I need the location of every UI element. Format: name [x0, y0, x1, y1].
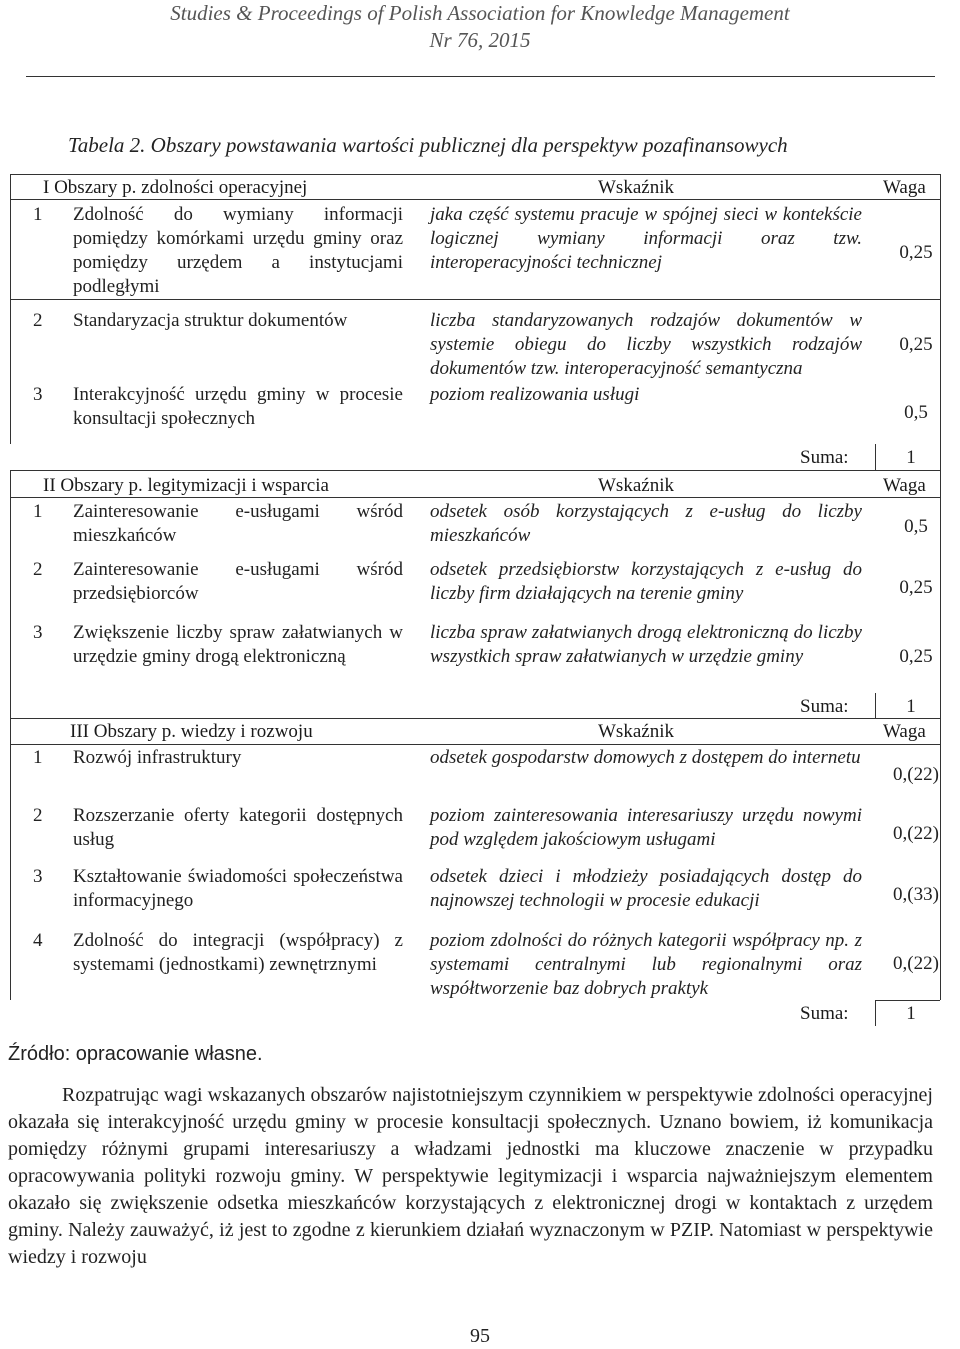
weight-value: 0,5 [904, 402, 928, 423]
indicator-text: odsetek gospodarstw domowych z dostępem do internetu [430, 747, 861, 768]
weight-value: 0,25 [899, 646, 933, 667]
section-2-weight-header: Waga [883, 475, 926, 496]
area-name: Zainteresowanie e-usługami wśród przedsiębiorców [73, 559, 403, 604]
indicator-text: poziom zdolności do różnych kategorii współpracy np. z systemami centralnymi lub regionalnymi oraz współtworzenie baz dobrych praktyk [430, 930, 862, 999]
indicator-text: odsetek dzieci i młodzieży posiadających dostęp do najnowszej technologii w procesie edukacji [430, 866, 862, 911]
area-name: Rozszerzanie oferty kategorii dostępnych usług [73, 805, 403, 850]
row-number: 3 [33, 866, 43, 887]
row-number: 4 [33, 930, 43, 951]
section-1-title: I Obszary p. zdolności operacyjnej [43, 177, 308, 198]
section-2-title: II Obszary p. legitymizacji i wsparcia [43, 475, 329, 496]
indicator-text: poziom zainteresowania interesariuszy urzędu nowymi pod względem jakościowym usługami [430, 805, 862, 850]
section-3-title: III Obszary p. wiedzy i rozwoju [70, 721, 313, 742]
section-1-indicator-header: Wskaźnik [598, 177, 674, 198]
row-number: 2 [33, 805, 43, 826]
row-number: 3 [33, 622, 43, 643]
indicator-text: odsetek osób korzystających z e-usług do liczby mieszkańców [430, 501, 862, 546]
journal-issue: Nr 76, 2015 [429, 28, 531, 52]
journal-title: Studies & Proceedings of Polish Association for Knowledge Management [170, 1, 790, 25]
row-number: 1 [33, 204, 43, 225]
section-3-weight-header: Waga [883, 721, 926, 742]
indicator-text: jaka część systemu pracuje w spójnej sieci w kontekście logicznej wymiany informacji oraz tzw. interoperacyjności technicznej [430, 204, 862, 273]
weight-value: 0,25 [899, 242, 933, 263]
row-number: 1 [33, 501, 43, 522]
area-name: Zainteresowanie e-usługami wśród mieszkańców [73, 501, 403, 546]
indicator-text: odsetek przedsiębiorstw korzystających z e-usług do liczby firm działających na terenie gminy [430, 559, 862, 604]
sum-label: Suma: [800, 696, 849, 717]
indicator-text: liczba standaryzowanych rodzajów dokumentów w systemie obiegu do liczby wszystkich rodzajów dokumentów tzw. interoperacyjność semantyczna [430, 310, 862, 379]
weight-value: 0,(22) [893, 823, 939, 844]
sum-value: 1 [906, 696, 916, 717]
section-1-weight-header: Waga [883, 177, 926, 198]
source-note: Źródło: opracowanie własne. [8, 1043, 263, 1065]
row-number: 2 [33, 559, 43, 580]
weight-value: 0,25 [899, 334, 933, 355]
sum-value: 1 [906, 447, 916, 468]
area-name: Kształtowanie świadomości społeczeństwa informacyjnego [73, 866, 403, 911]
area-name: Interakcyjność urzędu gminy w procesie konsultacji społecznych [73, 384, 403, 429]
section-2-indicator-header: Wskaźnik [598, 475, 674, 496]
area-name: Rozwój infrastruktury [73, 747, 242, 768]
area-name: Zdolność do wymiany informacji pomiędzy komórkami urzędu gminy oraz pomiędzy urzędem a instytucjami podległymi [73, 204, 403, 297]
page-number: 95 [470, 1325, 490, 1347]
indicator-text: liczba spraw załatwianych drogą elektroniczną do liczby wszystkich spraw załatwianych w urzędzie gminy [430, 622, 862, 667]
table-caption: Tabela 2. Obszary powstawania wartości publicznej dla perspektyw pozafinansowych [68, 133, 788, 157]
weight-value: 0,(22) [893, 764, 939, 785]
sum-value: 1 [906, 1003, 916, 1024]
area-name: Zdolność do integracji (współpracy) z systemami (jednostkami) zewnętrznymi [73, 930, 403, 975]
row-number: 3 [33, 384, 43, 405]
weight-value: 0,5 [904, 516, 928, 537]
body-paragraph: Rozpatrując wagi wskazanych obszarów najistotniejszym czynnikiem w perspektywie zdolności operacyjnej okazała się interakcyjność urzędu gminy w procesie konsultacji społecznych. Uznano bowiem, iż komunikacja pomiędzy różnymi grupami interesariuszy a władzami jednostki ma kluczowe znaczenie w przypadku opracowywania polityki rozwoju gminy. W perspektywie legitymizacji i wsparcia najważniejszym elementem okazało się zwiększenie odsetka mieszkańców korzystających z elektronicznej drogi w kontaktach z urzędem gminy. Należy zauważyć, iż jest to zgodne z kierunkiem działań wyznaczonym w PZIP. Natomiast w perspektywie wiedzy i rozwoju [8, 1084, 933, 1268]
weight-value: 0,25 [899, 577, 933, 598]
indicator-text: poziom realizowania usługi [430, 384, 640, 405]
sum-label: Suma: [800, 447, 849, 468]
sum-label: Suma: [800, 1003, 849, 1024]
weight-value: 0,(33) [893, 884, 939, 905]
row-number: 1 [33, 747, 43, 768]
weight-value: 0,(22) [893, 953, 939, 974]
area-name: Standaryzacja struktur dokumentów [73, 310, 348, 331]
section-3-indicator-header: Wskaźnik [598, 721, 674, 742]
area-name: Zwiększenie liczby spraw załatwianych w urzędzie gminy drogą elektroniczną [73, 622, 403, 667]
header-rule [26, 76, 935, 77]
row-number: 2 [33, 310, 43, 331]
